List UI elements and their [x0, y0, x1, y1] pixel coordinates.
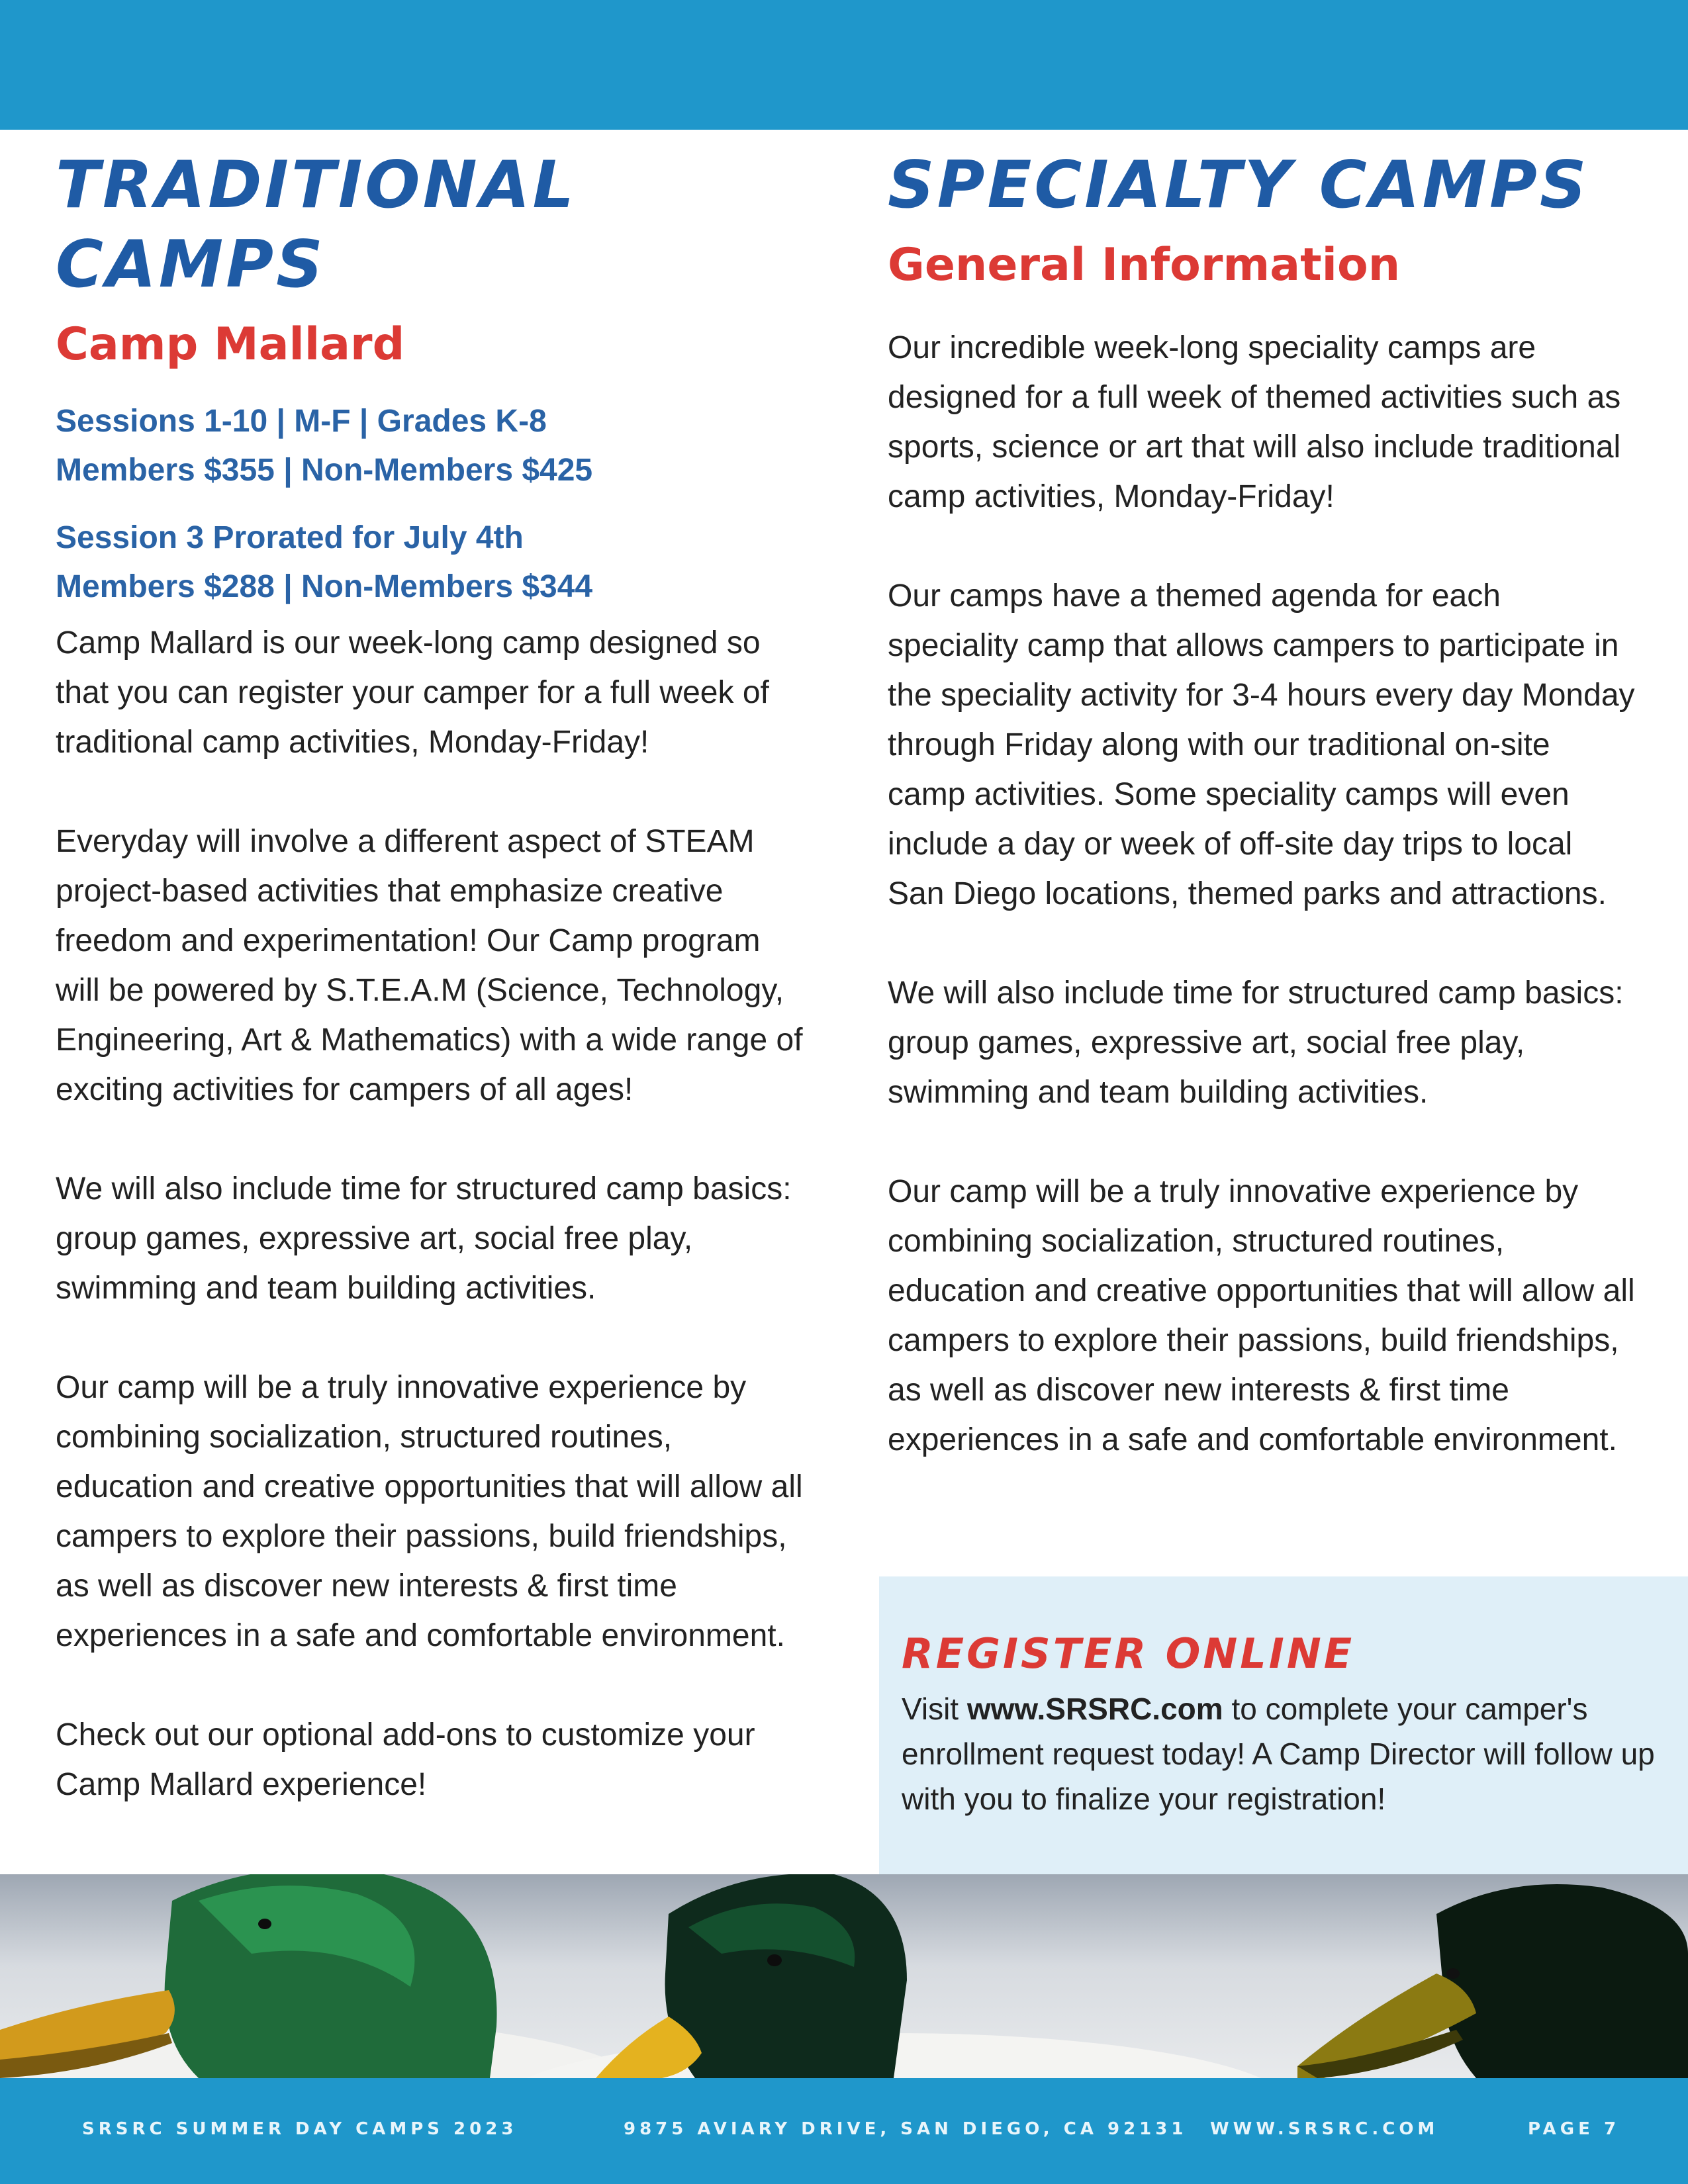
footer-page-number: PAGE 7 [1528, 2119, 1620, 2139]
paragraph: We will also include time for structured camp basics: group games, expressive art, social free play, swimming and team building activities. [56, 1171, 792, 1306]
session3-line: Session 3 Prorated for July 4th [56, 520, 524, 555]
paragraph: Our camp will be a truly innovative experience by combining socialization, structured routines, education and creative opportunities that will allow all campers to explore their passions, build friendships, as well as discover new interests & first time experiences in a safe and comfortable environment. [888, 1174, 1635, 1457]
register-text-after: to complete your camper's enrollment request today! A Camp Director will follow up with you to finalize your registration! [902, 1692, 1655, 1816]
members-price-line: Members $355 | Non-Members $425 [56, 453, 593, 488]
specialty-camps-title: SPECIALTY CAMPS [888, 148, 1589, 223]
website-link[interactable]: www.SRSRC.com [966, 1692, 1223, 1726]
sessions-line: Sessions 1-10 | M-F | Grades K-8 [56, 404, 547, 439]
camp-mallard-heading: Camp Mallard [56, 318, 405, 371]
register-text-before: Visit [902, 1692, 967, 1726]
register-online-text [902, 1686, 1663, 1821]
footer-bar [0, 2078, 1688, 2184]
session3-price-line: Members $288 | Non-Members $344 [56, 569, 593, 604]
paragraph: We will also include time for structured camp basics: group games, expressive art, social free play, swimming and team building activities. [888, 976, 1624, 1110]
paragraph: Our camps have a themed agenda for each speciality camp that allows campers to participate in the speciality activity for 3-4 hours every day Monday through Friday along with our traditional on-site camp activities. Some speciality camps will even include a day or week of off-site day trips to local San Diego locations, themed parks and attractions. [888, 578, 1635, 911]
paragraph: Check out our optional add-ons to customize your Camp Mallard experience! [56, 1717, 755, 1802]
traditional-camps-title: TRADITIONAL CAMPS [56, 148, 577, 302]
traditional-camps-body [56, 618, 810, 1809]
register-online-box [879, 1576, 1688, 1874]
header-bar [0, 0, 1688, 130]
footer-program: SRSRC SUMMER DAY CAMPS 2023 [82, 2119, 518, 2139]
footer-address: 9875 AVIARY DRIVE, SAN DIEGO, CA 92131 [624, 2119, 1188, 2139]
specialty-camps-body [888, 323, 1636, 1465]
session3-pricing [56, 514, 810, 612]
paragraph: Our incredible week-long speciality camps are designed for a full week of themed activities such as sports, science or art that will also include traditional camp activities, Monday-Friday! [888, 330, 1621, 514]
paragraph: Everyday will involve a different aspect of STEAM project-based activities that emphasize creative freedom and experimentation! Our Camp program will be powered by S.T.E.A.M (Science, Technology, Engineering, Art & Mathematics) with a wide range of exciting activities for campers of all ages! [56, 824, 803, 1107]
traditional-camps-column [56, 146, 810, 1859]
specialty-camps-column [888, 146, 1636, 1514]
register-online-title: REGISTER ONLINE [902, 1629, 1355, 1678]
ducks-illustration [0, 1874, 1688, 2078]
paragraph: Camp Mallard is our week-long camp designed so that you can register your camper for a full week of traditional camp activities, Monday-Friday! [56, 625, 769, 760]
general-information-heading: General Information [888, 239, 1401, 291]
footer-website[interactable]: WWW.SRSRC.COM [1210, 2119, 1439, 2139]
paragraph: Our camp will be a truly innovative experience by combining socialization, structured routines, education and creative opportunities that will allow all campers to explore their passions, build friendships, as well as discover new interests & first time experiences in a safe and comfortable environment. [56, 1370, 803, 1653]
mallard-ducks-photo [0, 1874, 1688, 2078]
sessions-pricing [56, 397, 810, 495]
